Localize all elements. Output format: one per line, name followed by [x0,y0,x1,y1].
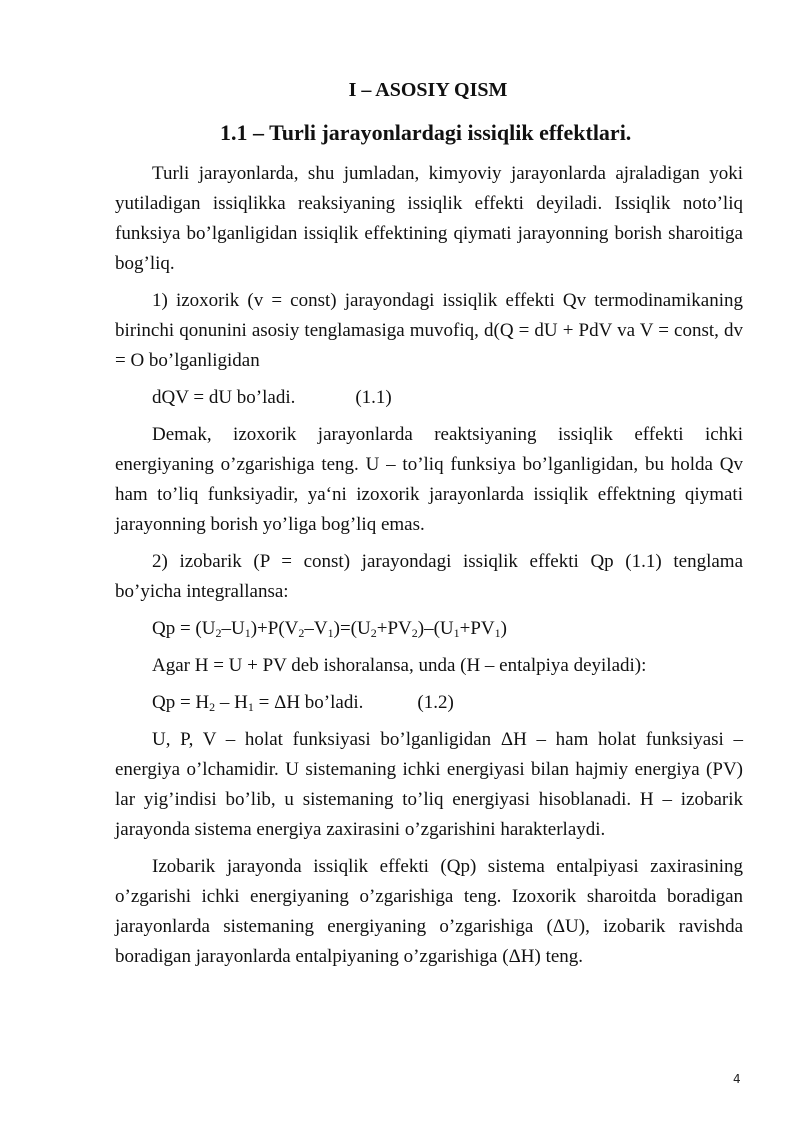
paragraph-conclusion: Izobarik jarayonda issiqlik effekti (Qp) sistema entalpiyasi zaxirasining o’zgarishi ichki energiyaning o’zgarishiga teng. Izoxorik sharoitda boradigan jarayonlarda sistemaning energiyaning o’zgarishiga (ΔU), izobarik ravishda boradigan jarayonlarda entalpiyaning o’zgarishiga (ΔH) teng. [115,856,743,967]
paragraph-isobaric: 2) izobarik (P = const) jarayondagi issiqlik effekti Qp (1.1) tenglama bo’yicha integrallansa: [115,551,743,602]
eq-text: –V [304,618,328,639]
eq-subscript: 2 [215,626,222,640]
eq-text: )–(U [417,618,454,639]
equation-qp-integral [115,614,743,644]
eq-subscript: 1 [327,626,334,640]
equation-1-2-number: (1.2) [417,692,454,713]
equation-1-1 [115,383,743,413]
paragraph-state-function: U, P, V – holat funksiyasi bo’lganligidan ΔH – ham holat funksiyasi – energiya o’lchamidir. U sistemaning ichki energiyasi bilan hajmiy energiya (PV) lar yig’indisi bo’lib, u sistemaning to’liq energiyasi hisoblanadi. H – izobarik jarayonda sistema energiya zaxirasini o’zgarishini harakterlaydi. [115,729,743,840]
page-number: 4 [733,1072,741,1086]
eq-text: )+P(V [250,618,299,639]
equation-1-1-text: dQV = dU bo’ladi. [152,387,296,408]
equation-1-2 [115,688,743,718]
eq-subscript: 1 [244,626,251,640]
section-heading: 1.1 – Turli jarayonlardagi issiqlik effektlari. [220,120,632,145]
eq-text: – H [215,692,248,713]
chapter-heading: I – ASOSIY QISM [348,79,508,101]
paragraph-isochoric: 1) izoxorik (v = const) jarayondagi issiqlik effekti Qv termodinamikaning birinchi qonunini asosiy tenglamasiga muvofiq, d(Q = dU + PdV va V = const, dv = O bo’lganligidan [115,290,743,371]
eq-subscript: 1 [453,626,460,640]
eq-subscript: 2 [411,626,418,640]
equation-1-1-number: (1.1) [355,387,392,408]
eq-subscript: 2 [298,626,305,640]
eq-subscript: 1 [494,626,501,640]
paragraph-isochoric-conclusion: Demak, izoxorik jarayonlarda reaktsiyaning issiqlik effekti ichki energiyaning o’zgarishiga teng. U – to’liq funksiya bo’lganligidan, bu holda Qv ham to’liq funksiyadir, ya‘ni izoxorik jarayonlarda issiqlik effektning qiymati jarayonning borish yo’liga bog’liq emas. [115,424,743,535]
eq-text: ) [500,618,507,639]
eq-subscript: 1 [247,700,254,714]
body-text [115,159,743,972]
enthalpy-definition: Agar H = U + PV deb ishoralansa, unda (H – entalpiya deyiladi): [152,655,647,676]
eq-text: –U [221,618,245,639]
eq-text: +PV [376,618,412,639]
paragraph-definition: Turli jarayonlarda, shu jumladan, kimyoviy jarayonlarda ajraladigan yoki yutiladigan issiqlikka reaksiyaning issiqlik effekti deyiladi. Issiqlik noto’liq funksiya bo’lganligidan issiqlik effektining qiymati jarayonning borish sharoitiga bog’liq. [115,163,743,274]
eq-subscript: 2 [370,626,377,640]
eq-text: )=(U [333,618,371,639]
eq-text: Qp = H [152,692,210,713]
eq-text: = ΔH bo’ladi. [253,692,364,713]
eq-text: Qp = (U [152,618,216,639]
eq-subscript: 2 [209,700,216,714]
eq-text: +PV [459,618,495,639]
